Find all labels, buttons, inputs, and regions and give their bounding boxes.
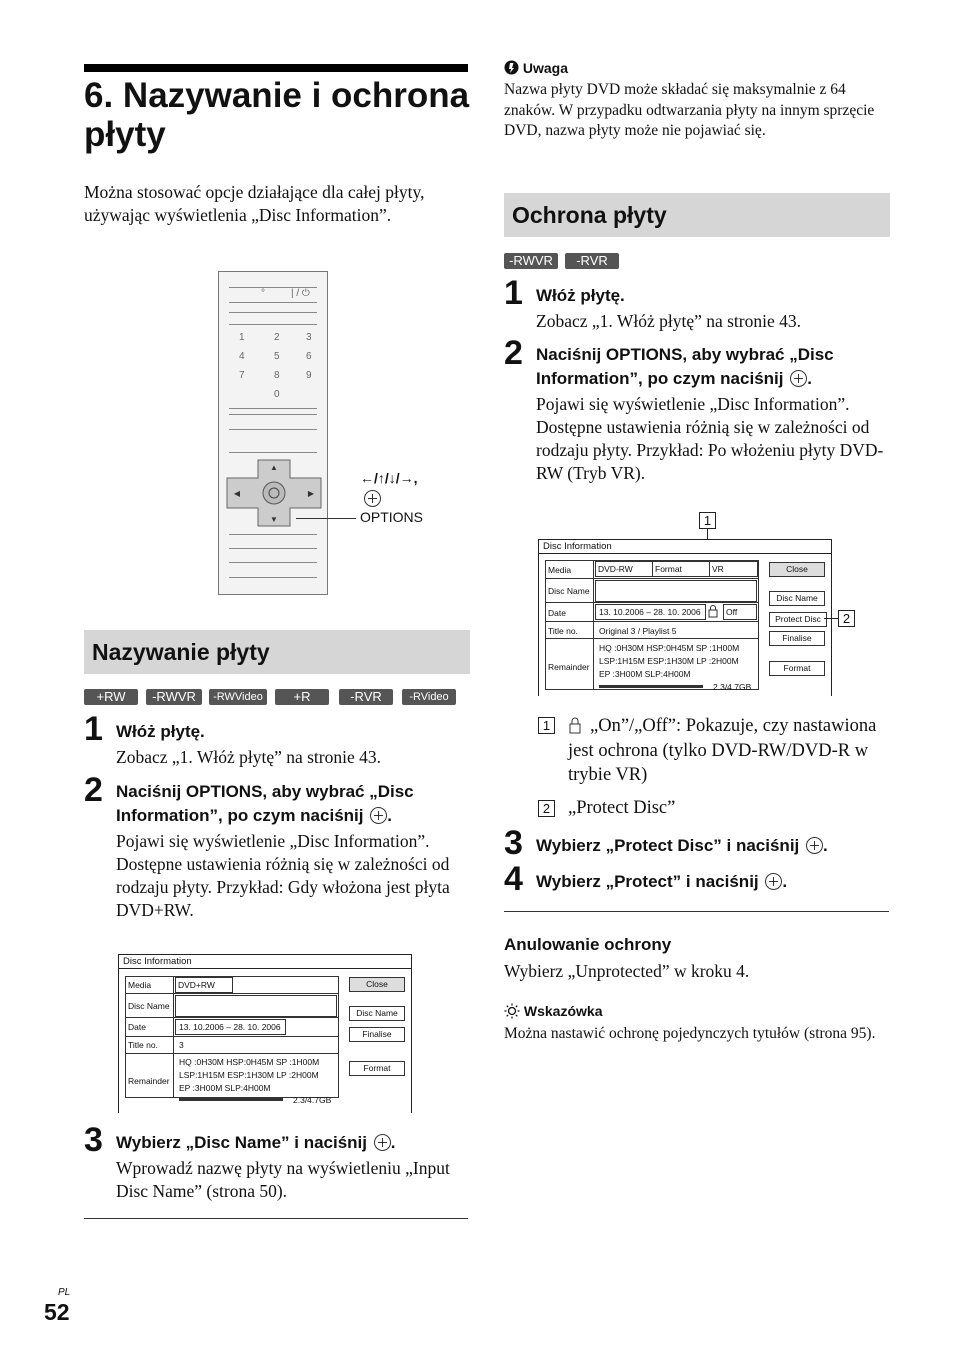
intro-text: Można stosować opcje działające dla całej płyty, używając wyświetlenia „Disc Information”. bbox=[84, 182, 425, 225]
page-title: 6. Nazywanie i ochrona płyty bbox=[84, 76, 470, 154]
step-number: 1 bbox=[84, 710, 103, 748]
enter-icon bbox=[374, 1134, 391, 1151]
cancel-body: Wybierz „Unprotected” w kroku 4. bbox=[504, 961, 750, 981]
lightbulb-icon bbox=[504, 1003, 520, 1019]
media-label: Media bbox=[128, 980, 152, 990]
media-value: DVD-RW bbox=[595, 561, 653, 577]
step-heading: Wybierz „Disc Name” i naciśnij . bbox=[116, 1133, 396, 1152]
note-heading: Uwaga bbox=[504, 60, 568, 76]
lock-icon bbox=[707, 604, 719, 618]
note-icon bbox=[504, 60, 519, 75]
format-value: VR bbox=[709, 561, 758, 577]
step-number: 4 bbox=[504, 860, 523, 898]
disc-name-button[interactable]: Disc Name bbox=[769, 591, 825, 606]
step-heading: Naciśnij OPTIONS, aby wybrać „Disc Information”, po czym naciśnij . bbox=[536, 345, 834, 388]
callout-1-marker: 1 bbox=[538, 717, 555, 734]
remote-key-2: 2 bbox=[274, 332, 280, 343]
step-heading: Włóż płytę. bbox=[116, 722, 205, 741]
tip-body: Można nastawić ochronę pojedynczych tytułów (strona 95). bbox=[504, 1025, 876, 1042]
protect-disc-button[interactable]: Protect Disc bbox=[769, 612, 827, 627]
remote-key-1: 1 bbox=[239, 332, 245, 343]
section-naming-header bbox=[84, 630, 470, 674]
svg-text:▶: ▶ bbox=[307, 489, 315, 498]
capacity-value: 2.3/4.7GB bbox=[713, 682, 752, 692]
date-value: 13. 10.2006 – 28. 10. 2006 bbox=[595, 604, 706, 620]
note-body: Nazwa płyty DVD może składać się maksymalnie z 64 znaków. W przypadku odtwarzania płyty na innym sprzęcie DVD, nazwa płyty może nie pojawiać się. bbox=[504, 81, 875, 139]
capacity-value: 2.3/4.7GB bbox=[293, 1095, 332, 1105]
finalise-button[interactable]: Finalise bbox=[349, 1027, 405, 1042]
callout-2-marker: 2 bbox=[538, 800, 555, 817]
disc-name-label: Disc Name bbox=[128, 1001, 170, 1011]
step-number: 3 bbox=[504, 824, 523, 862]
options-leader-line bbox=[296, 518, 356, 519]
enter-icon bbox=[790, 370, 807, 387]
remainder-line: LSP:1H15M ESP:1H30M LP :2H00M bbox=[179, 1070, 319, 1080]
remote-key-8: 8 bbox=[274, 370, 280, 381]
svg-text:▲: ▲ bbox=[270, 463, 278, 472]
format-button[interactable]: Format bbox=[349, 1061, 405, 1076]
remainder-line: EP :3H00M SLP:4H00M bbox=[599, 669, 691, 679]
options-label: OPTIONS bbox=[360, 509, 424, 525]
close-button[interactable]: Close bbox=[769, 562, 825, 577]
divider bbox=[504, 911, 889, 912]
remote-control-illustration: ° | / ⏻ 1 2 3 4 5 6 7 8 9 0 ▲ ▼ ◀ ▶ bbox=[218, 271, 328, 595]
badge-minus-rw-vr: -RWVR bbox=[504, 253, 558, 269]
section-naming-title: Nazywanie płyty bbox=[92, 639, 270, 665]
date-value: 13. 10.2006 – 28. 10. 2006 bbox=[175, 1019, 286, 1035]
svg-text:◀: ◀ bbox=[233, 489, 241, 498]
step-body: Zobacz „1. Włóż płytę” na stronie 43. bbox=[116, 747, 381, 767]
badge-minus-r-vr: -RVR bbox=[339, 689, 393, 705]
cancel-heading: Anulowanie ochrony bbox=[504, 935, 672, 954]
remote-key-0: 0 bbox=[274, 389, 280, 400]
remainder-line: LSP:1H15M ESP:1H30M LP :2H00M bbox=[599, 656, 739, 666]
callout-2-leader bbox=[824, 618, 838, 619]
remote-key-9: 9 bbox=[306, 370, 312, 381]
remote-key-6: 6 bbox=[306, 351, 312, 362]
badge-minus-r-vr: -RVR bbox=[565, 253, 619, 269]
disc-info-screen-dvd-rw-vr bbox=[538, 539, 832, 696]
remainder-label: Remainder bbox=[128, 1076, 170, 1086]
remainder-line: HQ :0H30M HSP:0H45M SP :1H00M bbox=[179, 1057, 320, 1067]
badge-plus-r: +R bbox=[275, 689, 329, 705]
language-label: PL bbox=[58, 1287, 71, 1298]
callout-1-marker: 1 bbox=[699, 512, 716, 529]
badge-minus-rw-vr: -RWVR bbox=[146, 689, 202, 705]
callout-2-text: „Protect Disc” bbox=[568, 798, 676, 818]
disc-name-button[interactable]: Disc Name bbox=[349, 1006, 405, 1021]
disc-info-screen-dvd-plus-rw bbox=[118, 954, 412, 1113]
finalise-button[interactable]: Finalise bbox=[769, 631, 825, 646]
enter-icon bbox=[370, 807, 387, 824]
enter-icon bbox=[806, 837, 823, 854]
section-protect-title: Ochrona płyty bbox=[512, 202, 667, 228]
step-heading: Naciśnij OPTIONS, aby wybrać „Disc Information”, po czym naciśnij . bbox=[116, 782, 414, 825]
disc-name-field bbox=[595, 580, 757, 602]
remainder-line: HQ :0H30M HSP:0H45M SP :1H00M bbox=[599, 643, 740, 653]
step-body: Pojawi się wyświetlenie „Disc Information”. Dostępne ustawienia różnią się w zależności od rodzaju płyty. Przykład: Po włożeniu płyty DVD-RW (Tryb VR). bbox=[536, 394, 884, 483]
step-heading: Wybierz „Protect” i naciśnij . bbox=[536, 872, 788, 891]
screen-title: Disc Information bbox=[123, 956, 192, 967]
step-number: 1 bbox=[504, 274, 523, 312]
divider bbox=[84, 1218, 468, 1219]
title-no-value: Original 3 / Playlist 5 bbox=[599, 626, 677, 636]
remainder-line: EP :3H00M SLP:4H00M bbox=[179, 1083, 271, 1093]
enter-icon bbox=[765, 873, 782, 890]
tip-heading: Wskazówka bbox=[504, 1003, 602, 1019]
page-number: 52 bbox=[44, 1299, 70, 1325]
title-no-label: Title no. bbox=[128, 1040, 158, 1050]
step-heading: Włóż płytę. bbox=[536, 286, 625, 305]
format-button[interactable]: Format bbox=[769, 661, 825, 676]
step-body: Zobacz „1. Włóż płytę” na stronie 43. bbox=[536, 311, 801, 331]
enter-icon bbox=[362, 490, 381, 509]
step-body: Pojawi się wyświetlenie „Disc Information”. Dostępne ustawienia różnią się w zależności od rodzaju płyty. Przykład: Gdy włożona jest płyta DVD+RW. bbox=[116, 831, 450, 920]
title-bar-rule bbox=[84, 64, 468, 72]
remote-key-5: 5 bbox=[274, 351, 280, 362]
media-label: Media bbox=[548, 565, 572, 575]
section-protect-header bbox=[504, 193, 890, 237]
step-number: 2 bbox=[84, 771, 103, 809]
remote-key-7: 7 bbox=[239, 370, 245, 381]
badge-minus-rw-video: -RWVideo bbox=[209, 689, 267, 705]
callout-1-text: „On”/„Off”: Pokazuje, czy nastawiona jest ochrona (tylko DVD-RW/DVD-R w trybie VR) bbox=[568, 716, 877, 785]
close-button[interactable]: Close bbox=[349, 977, 405, 992]
step-heading: Wybierz „Protect Disc” i naciśnij . bbox=[536, 836, 828, 855]
step-number: 3 bbox=[84, 1121, 103, 1159]
protect-value: Off bbox=[723, 604, 757, 620]
remote-key-4: 4 bbox=[239, 351, 245, 362]
disc-name-label: Disc Name bbox=[548, 586, 590, 596]
remote-key-3: 3 bbox=[306, 332, 312, 343]
format-label: Format bbox=[652, 561, 710, 577]
step-body: Wprowadź nazwę płyty na wyświetleniu „Input Disc Name” (strona 50). bbox=[116, 1158, 450, 1201]
remainder-label: Remainder bbox=[548, 662, 590, 672]
badge-minus-r-video: -RVideo bbox=[402, 689, 456, 705]
arrows-label: ←/↑/↓/→, bbox=[360, 470, 418, 486]
title-no-label: Title no. bbox=[548, 626, 578, 636]
media-value: DVD+RW bbox=[175, 977, 233, 993]
date-label: Date bbox=[128, 1022, 146, 1032]
svg-text:▼: ▼ bbox=[270, 515, 278, 524]
badge-plus-rw: +RW bbox=[84, 689, 138, 705]
callout-2-marker: 2 bbox=[838, 610, 855, 627]
disc-name-field bbox=[175, 995, 337, 1017]
screen-title: Disc Information bbox=[543, 541, 612, 552]
title-no-value: 3 bbox=[179, 1040, 184, 1050]
step-number: 2 bbox=[504, 334, 523, 372]
date-label: Date bbox=[548, 608, 566, 618]
